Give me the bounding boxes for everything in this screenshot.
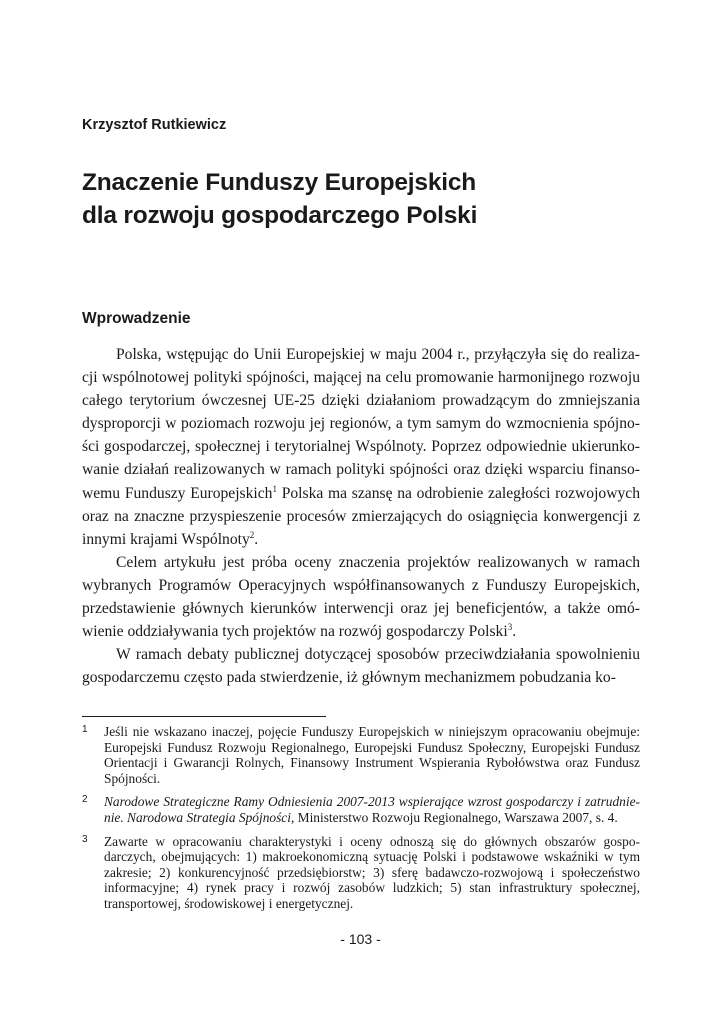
article-title (82, 166, 642, 232)
paragraph-1 (82, 343, 640, 551)
author-name: Krzysztof Rutkiewicz (82, 117, 227, 133)
body-text (82, 343, 640, 689)
footnote-citation-rest: , Ministerstwo Rozwoju Regionalnego, Warszawa 2007, s. 4. (290, 809, 618, 825)
footnote-ref-3[interactable]: 3 (507, 622, 513, 633)
footnote-text: Jeśli nie wskazano inaczej, pojęcie Funduszy Europejskich w niniejszym opracowaniu obejmuje: Europejski Fundusz Rozwoju Regionalnego, Europejski Fundusz Społeczny, Europejski Fundusz Orientacji i Gwarancji Rolnych, Finansowy Instrument Wspierania Rybołówstwa oraz Fundusz Spójności. (104, 724, 640, 786)
paragraph-2 (82, 551, 640, 643)
footnote-1 (82, 724, 640, 786)
paragraph-3: W ramach debaty publicznej dotyczącej sposobów przeciwdziałania spowolnieniu gospodarczemu często pada stwierdzenie, iż głównym mechanizmem pobudzania ko- (82, 646, 640, 687)
footnote-number: 3 (82, 833, 88, 845)
paragraph-1-part-b: Polska ma szansę na odrobienie zaległości rozwojowych oraz na znaczne przyspieszenie procesów zmierzających do osiągnięcia konwergencji z innymi krajami Wspólnoty (82, 484, 640, 548)
paragraph-2-part-a: Celem artykułu jest próba oceny znaczenia projektów realizowanych w ramach wybranych Programów Operacyjnych współfinansowanych z Funduszy Europejskich, przedstawienie głównych kierunków interwencji oraz jej beneficjentów, a także omówienie oddziaływania tych projektów na rozwój gospodarczy Polski (82, 553, 640, 641)
page-number: - 103 - (340, 931, 381, 947)
footnote-text (104, 794, 640, 825)
footnote-3 (82, 834, 640, 912)
footnote-number: 1 (82, 724, 88, 735)
footnote-number: 2 (82, 794, 88, 806)
paragraph-2-part-b: . (512, 623, 517, 641)
paragraph-1-part-a: Polska, wstępując do Unii Europejskiej w maju 2004 r., przyłączyła się do realizacji wspólnotowej polityki spójności, mającej na celu promowanie harmonijnego rozwoju całego terytorium ówczesnej UE-25 dzięki działaniom prowadzącym do zmniejszania dysproporcji w poziomach rozwoju jej regionów, a tym samym do wzmocnienia spójności gospodarczej, społecznej i terytorialnej Wspólnoty. Poprzez odpowiednie ukierunkowanie działań realizowanych w ramach polityki spójności oraz dzięki wsparciu finansowemu Funduszy Europejskich (82, 346, 640, 502)
footnote-2 (82, 794, 640, 825)
paragraph-1-part-c: . (254, 530, 259, 548)
footnotes (82, 724, 640, 920)
section-heading: Wprowadzenie (82, 310, 191, 327)
footnote-ref-1[interactable]: 1 (272, 483, 277, 494)
footnote-ref-2[interactable]: 2 (249, 529, 255, 540)
footnote-separator (82, 716, 326, 717)
title-line-2: dla rozwoju gospodarczego Polski (82, 202, 478, 229)
title-line-1: Znaczenie Funduszy Europejskich (82, 169, 477, 196)
footnote-text: Zawarte w opracowaniu charakterystyki i oceny odnoszą się do głównych obszarów gospodarczych, obejmujących: 1) makroekonomiczną sytuację Polski i podstawowe wskaźniki w tym zakresie; 2) konkurencyjność przedsiębiorstw; 3) sferę badawczo-rozwojową i społeczeństwo informacyjne; 4) rynek pracy i rozwój zasobów ludzkich; 5) stan infrastruktury społecznej, transportowej, środowiskowej i energetycznej. (104, 833, 640, 911)
footnote-citation-title: Narodowe Strategiczne Ramy Odniesienia 2007-2013 wspierające wzrost gospodarczy i zatrudnienie. Narodowa Strategia Spójności (104, 794, 640, 825)
